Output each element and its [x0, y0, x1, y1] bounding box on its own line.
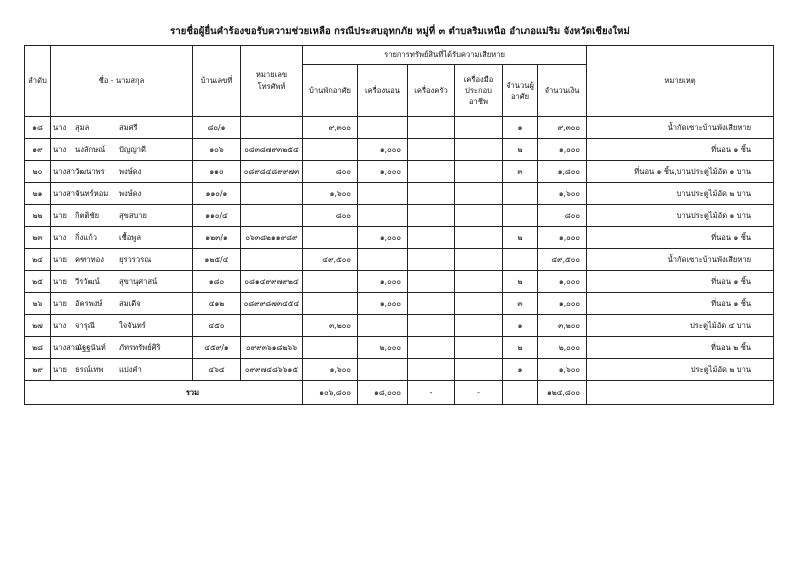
total-residents	[503, 381, 538, 405]
cell-house	[303, 271, 358, 293]
cell-bedding	[358, 315, 408, 337]
cell-last-name: แปงคำ	[119, 364, 142, 374]
cell-no: ๑๙	[25, 139, 51, 161]
cell-phone	[241, 205, 303, 227]
cell-tools	[455, 161, 503, 183]
cell-no: ๒๕	[25, 271, 51, 293]
total-tools: -	[455, 381, 503, 405]
cell-prefix: นาง	[53, 232, 67, 242]
cell-last-name: สุขานุศาสน์	[119, 276, 158, 286]
cell-amount: ๘๐๐	[538, 205, 587, 227]
table-row	[25, 315, 774, 337]
cell-residents: ๑	[503, 359, 538, 381]
cell-first-name: จารุณี	[75, 320, 95, 330]
cell-house: ๘๐๐	[303, 205, 358, 227]
cell-phone: ๐๘๓๘๗๙๓๒๕๔	[241, 139, 303, 161]
cell-prefix: นาย	[53, 364, 67, 374]
cell-prefix: นาง	[53, 122, 67, 132]
cell-house-no: ๑๑๐	[193, 161, 241, 183]
cell-name	[51, 315, 193, 337]
header-kitchen: เครื่องครัว	[408, 65, 455, 117]
total-amount: ๑๒๔,๘๐๐	[538, 381, 587, 405]
cell-kitchen	[408, 249, 455, 271]
cell-amount: ๑,๐๐๐	[538, 271, 587, 293]
cell-remark: บานประตูไม้อัด ๑ บาน	[587, 205, 774, 227]
cell-first-name: ธรณ์เทพ	[75, 364, 104, 374]
table-row	[25, 271, 774, 293]
cell-phone	[241, 315, 303, 337]
table-row	[25, 161, 774, 183]
cell-house-no: ๔๕๙/๑	[193, 337, 241, 359]
cell-kitchen	[408, 337, 455, 359]
cell-phone	[241, 117, 303, 139]
cell-house-no: ๑๑๐/๑	[193, 183, 241, 205]
cell-name	[51, 359, 193, 381]
cell-phone: ๐๙๙๓๖๑๘๒๖๖	[241, 337, 303, 359]
cell-house	[303, 227, 358, 249]
cell-name	[51, 249, 193, 271]
cell-prefix: นาง	[53, 144, 67, 154]
cell-no: ๒๖	[25, 293, 51, 315]
cell-last-name: ใจจันทร์	[119, 320, 146, 330]
table-row	[25, 293, 774, 315]
total-house: ๑๐๖,๘๐๐	[303, 381, 358, 405]
cell-phone: ๐๙๙๗๔๘๖๖๑๕	[241, 359, 303, 381]
cell-no: ๑๘	[25, 117, 51, 139]
cell-kitchen	[408, 205, 455, 227]
cell-prefix: นาย	[53, 276, 67, 286]
cell-tools	[455, 359, 503, 381]
cell-first-name: สุมล	[75, 122, 90, 132]
header-phone: หมายเลขโทรศัพท์	[241, 46, 303, 117]
cell-remark: น้ำกัดเซาะบ้านพังเสียหาย	[587, 249, 774, 271]
cell-residents: ๑	[503, 117, 538, 139]
cell-last-name: พงษ์ดง	[119, 166, 142, 176]
cell-residents: ๒	[503, 337, 538, 359]
cell-house-no: ๑๐๖	[193, 139, 241, 161]
cell-name	[51, 337, 193, 359]
cell-bedding: ๑,๐๐๐	[358, 227, 408, 249]
cell-first-name: ณัฐฐนันท์	[75, 342, 106, 352]
cell-prefix: นางสาว	[53, 188, 80, 198]
total-label: รวม	[25, 381, 303, 405]
cell-no: ๒๑	[25, 183, 51, 205]
cell-bedding: ๒,๐๐๐	[358, 337, 408, 359]
cell-bedding	[358, 205, 408, 227]
cell-kitchen	[408, 161, 455, 183]
cell-no: ๒๔	[25, 249, 51, 271]
cell-bedding	[358, 249, 408, 271]
cell-phone: ๐๖๓๘๒๑๑๙๘๙	[241, 227, 303, 249]
cell-last-name: ภัทรทรัพย์ศิริ	[119, 342, 161, 352]
header-amount: จำนวนเงิน	[538, 65, 587, 117]
cell-amount: ๙,๓๐๐	[538, 117, 587, 139]
cell-remark: ประตูไม้อัด ๒ บาน	[587, 359, 774, 381]
cell-tools	[455, 249, 503, 271]
document-title: รายชื่อผู้ยื่นคำร้องขอรับความช่วยเหลือ กรณีประสบอุทกภัย หมู่ที่ ๓ ตำบลริมเหนือ อำเภอแม่ริม จังหวัดเชียงใหม่	[170, 26, 630, 37]
total-remark	[587, 381, 774, 405]
cell-amount: ๓,๒๐๐	[538, 315, 587, 337]
total-row	[25, 381, 774, 405]
cell-residents	[503, 249, 538, 271]
cell-first-name: นงลักษณ์	[75, 144, 106, 154]
cell-last-name: พงษ์ดง	[119, 188, 142, 198]
cell-remark: ที่นอน ๑ ชิ้น	[587, 139, 774, 161]
cell-amount: ๑,๘๐๐	[538, 161, 587, 183]
table-row	[25, 139, 774, 161]
cell-amount: ๑,๐๐๐	[538, 227, 587, 249]
cell-remark: ที่นอน ๒ ชิ้น	[587, 337, 774, 359]
cell-residents	[503, 183, 538, 205]
cell-amount: ๑,๖๐๐	[538, 359, 587, 381]
cell-house-no: ๔๖๔	[193, 359, 241, 381]
table-row	[25, 183, 774, 205]
total-kitchen: -	[408, 381, 455, 405]
header-house-no: บ้านเลขที่	[193, 46, 241, 117]
cell-house: ๓,๒๐๐	[303, 315, 358, 337]
table-row	[25, 359, 774, 381]
cell-tools	[455, 205, 503, 227]
cell-no: ๒๐	[25, 161, 51, 183]
cell-tools	[455, 293, 503, 315]
cell-residents: ๒	[503, 227, 538, 249]
table-row	[25, 117, 774, 139]
cell-name	[51, 161, 193, 183]
cell-tools	[455, 117, 503, 139]
cell-first-name: จันทร์หอม	[75, 188, 109, 198]
cell-amount: ๑,๐๐๐	[538, 139, 587, 161]
cell-bedding: ๑,๐๐๐	[358, 271, 408, 293]
cell-bedding	[358, 117, 408, 139]
cell-no: ๒๗	[25, 315, 51, 337]
header-no: ลำดับ	[25, 46, 51, 117]
cell-remark: ประตูไม้อัด ๔ บาน	[587, 315, 774, 337]
cell-house-no: ๔๑๒	[193, 293, 241, 315]
cell-tools	[455, 315, 503, 337]
cell-bedding	[358, 359, 408, 381]
cell-no: ๒๓	[25, 227, 51, 249]
cell-house: ๑,๖๐๐	[303, 183, 358, 205]
cell-remark: น้ำกัดเซาะบ้านพังเสียหาย	[587, 117, 774, 139]
cell-house	[303, 293, 358, 315]
cell-last-name: ปัญญาดี	[119, 144, 146, 154]
cell-no: ๒๙	[25, 359, 51, 381]
header-tools: เครื่องมือประกอบอาชีพ	[455, 65, 503, 117]
cell-last-name: สมเดีจ	[119, 298, 141, 308]
cell-prefix: นาง	[53, 320, 67, 330]
cell-phone: ๐๘๙๘๔๘๙๙๗๓	[241, 161, 303, 183]
cell-remark: ที่นอน ๑ ชิ้น	[587, 293, 774, 315]
cell-amount: ๑,๖๐๐	[538, 183, 587, 205]
cell-amount: ๔๙,๕๐๐	[538, 249, 587, 271]
cell-kitchen	[408, 359, 455, 381]
relief-request-table	[24, 45, 774, 405]
cell-kitchen	[408, 117, 455, 139]
cell-last-name: ยุรวรวรณ	[119, 254, 152, 264]
cell-amount: ๑,๐๐๐	[538, 293, 587, 315]
cell-phone	[241, 249, 303, 271]
cell-first-name: อัครพงษ์	[75, 298, 103, 308]
cell-last-name: สุขสบาย	[119, 210, 147, 220]
cell-house: ๙,๓๐๐	[303, 117, 358, 139]
cell-first-name: กิตติชัย	[75, 210, 100, 220]
cell-first-name: วัฒนาพร	[75, 166, 105, 176]
cell-tools	[455, 271, 503, 293]
cell-prefix: นางสาว	[53, 166, 80, 176]
cell-remark: ที่นอน ๑ ชิ้น	[587, 227, 774, 249]
cell-residents: ๒	[503, 139, 538, 161]
cell-prefix: นาย	[53, 210, 67, 220]
header-residents: จำนวนผู้อาศัย	[503, 65, 538, 117]
header-remark: หมายเหตุ	[587, 46, 774, 117]
header-bedding: เครื่องนอน	[358, 65, 408, 117]
header-damage-group: รายการทรัพย์สินที่ได้รับความเสียหาย	[303, 46, 587, 65]
cell-house: ๘๐๐	[303, 161, 358, 183]
cell-phone: ๐๘๑๔๙๙๗๙๒๔	[241, 271, 303, 293]
table-row	[25, 227, 774, 249]
cell-bedding: ๑,๐๐๐	[358, 139, 408, 161]
cell-house-no: ๑๒๕/๔	[193, 249, 241, 271]
total-bedding: ๑๘,๐๐๐	[358, 381, 408, 405]
cell-residents: ๑	[503, 315, 538, 337]
cell-house-no: ๘๐/๑	[193, 117, 241, 139]
cell-remark: ที่นอน ๑ ชิ้น	[587, 271, 774, 293]
cell-kitchen	[408, 183, 455, 205]
cell-residents: ๓	[503, 161, 538, 183]
cell-last-name: เชื้อพูล	[119, 232, 141, 242]
header-name: ชื่อ - นามสกุล	[51, 46, 193, 117]
cell-remark: บานประตูไม้อัด ๒ บาน	[587, 183, 774, 205]
cell-first-name: คฑาทอง	[75, 254, 104, 264]
cell-amount: ๒,๐๐๐	[538, 337, 587, 359]
cell-kitchen	[408, 315, 455, 337]
cell-house: ๔๙,๕๐๐	[303, 249, 358, 271]
cell-remark: ที่นอน ๑ ชิ้น,บานประตูไม้อัด ๑ บาน	[587, 161, 774, 183]
cell-tools	[455, 183, 503, 205]
cell-house-no: ๑๘๐	[193, 271, 241, 293]
cell-bedding: ๑,๐๐๐	[358, 293, 408, 315]
cell-name	[51, 205, 193, 227]
cell-name	[51, 117, 193, 139]
cell-kitchen	[408, 293, 455, 315]
cell-residents: ๓	[503, 293, 538, 315]
cell-kitchen	[408, 227, 455, 249]
cell-house-no: ๑๒๓/๑	[193, 227, 241, 249]
cell-residents	[503, 205, 538, 227]
cell-tools	[455, 139, 503, 161]
table-row	[25, 337, 774, 359]
cell-kitchen	[408, 139, 455, 161]
cell-first-name: วีรวัฒน์	[75, 276, 100, 286]
cell-bedding: ๑,๐๐๐	[358, 161, 408, 183]
cell-house	[303, 139, 358, 161]
cell-name	[51, 183, 193, 205]
cell-name	[51, 227, 193, 249]
cell-name	[51, 293, 193, 315]
header-house: บ้านพักอาศัย	[303, 65, 358, 117]
cell-house-no: ๑๑๐/๔	[193, 205, 241, 227]
cell-phone	[241, 183, 303, 205]
table-row	[25, 249, 774, 271]
cell-name	[51, 139, 193, 161]
cell-name	[51, 271, 193, 293]
cell-house-no: ๔๕๐	[193, 315, 241, 337]
cell-house: ๑,๖๐๐	[303, 359, 358, 381]
cell-prefix: นางสาว	[53, 342, 80, 352]
cell-tools	[455, 337, 503, 359]
cell-prefix: นาย	[53, 298, 67, 308]
cell-no: ๒๘	[25, 337, 51, 359]
cell-house	[303, 337, 358, 359]
cell-kitchen	[408, 271, 455, 293]
cell-phone: ๐๘๙๙๘๗๓๔๕๔	[241, 293, 303, 315]
cell-tools	[455, 227, 503, 249]
cell-bedding	[358, 183, 408, 205]
cell-residents: ๒	[503, 271, 538, 293]
cell-last-name: สมศรี	[119, 122, 138, 132]
cell-first-name: กิ่งแก้ว	[75, 232, 98, 242]
table-row	[25, 205, 774, 227]
cell-no: ๒๒	[25, 205, 51, 227]
cell-prefix: นาย	[53, 254, 67, 264]
